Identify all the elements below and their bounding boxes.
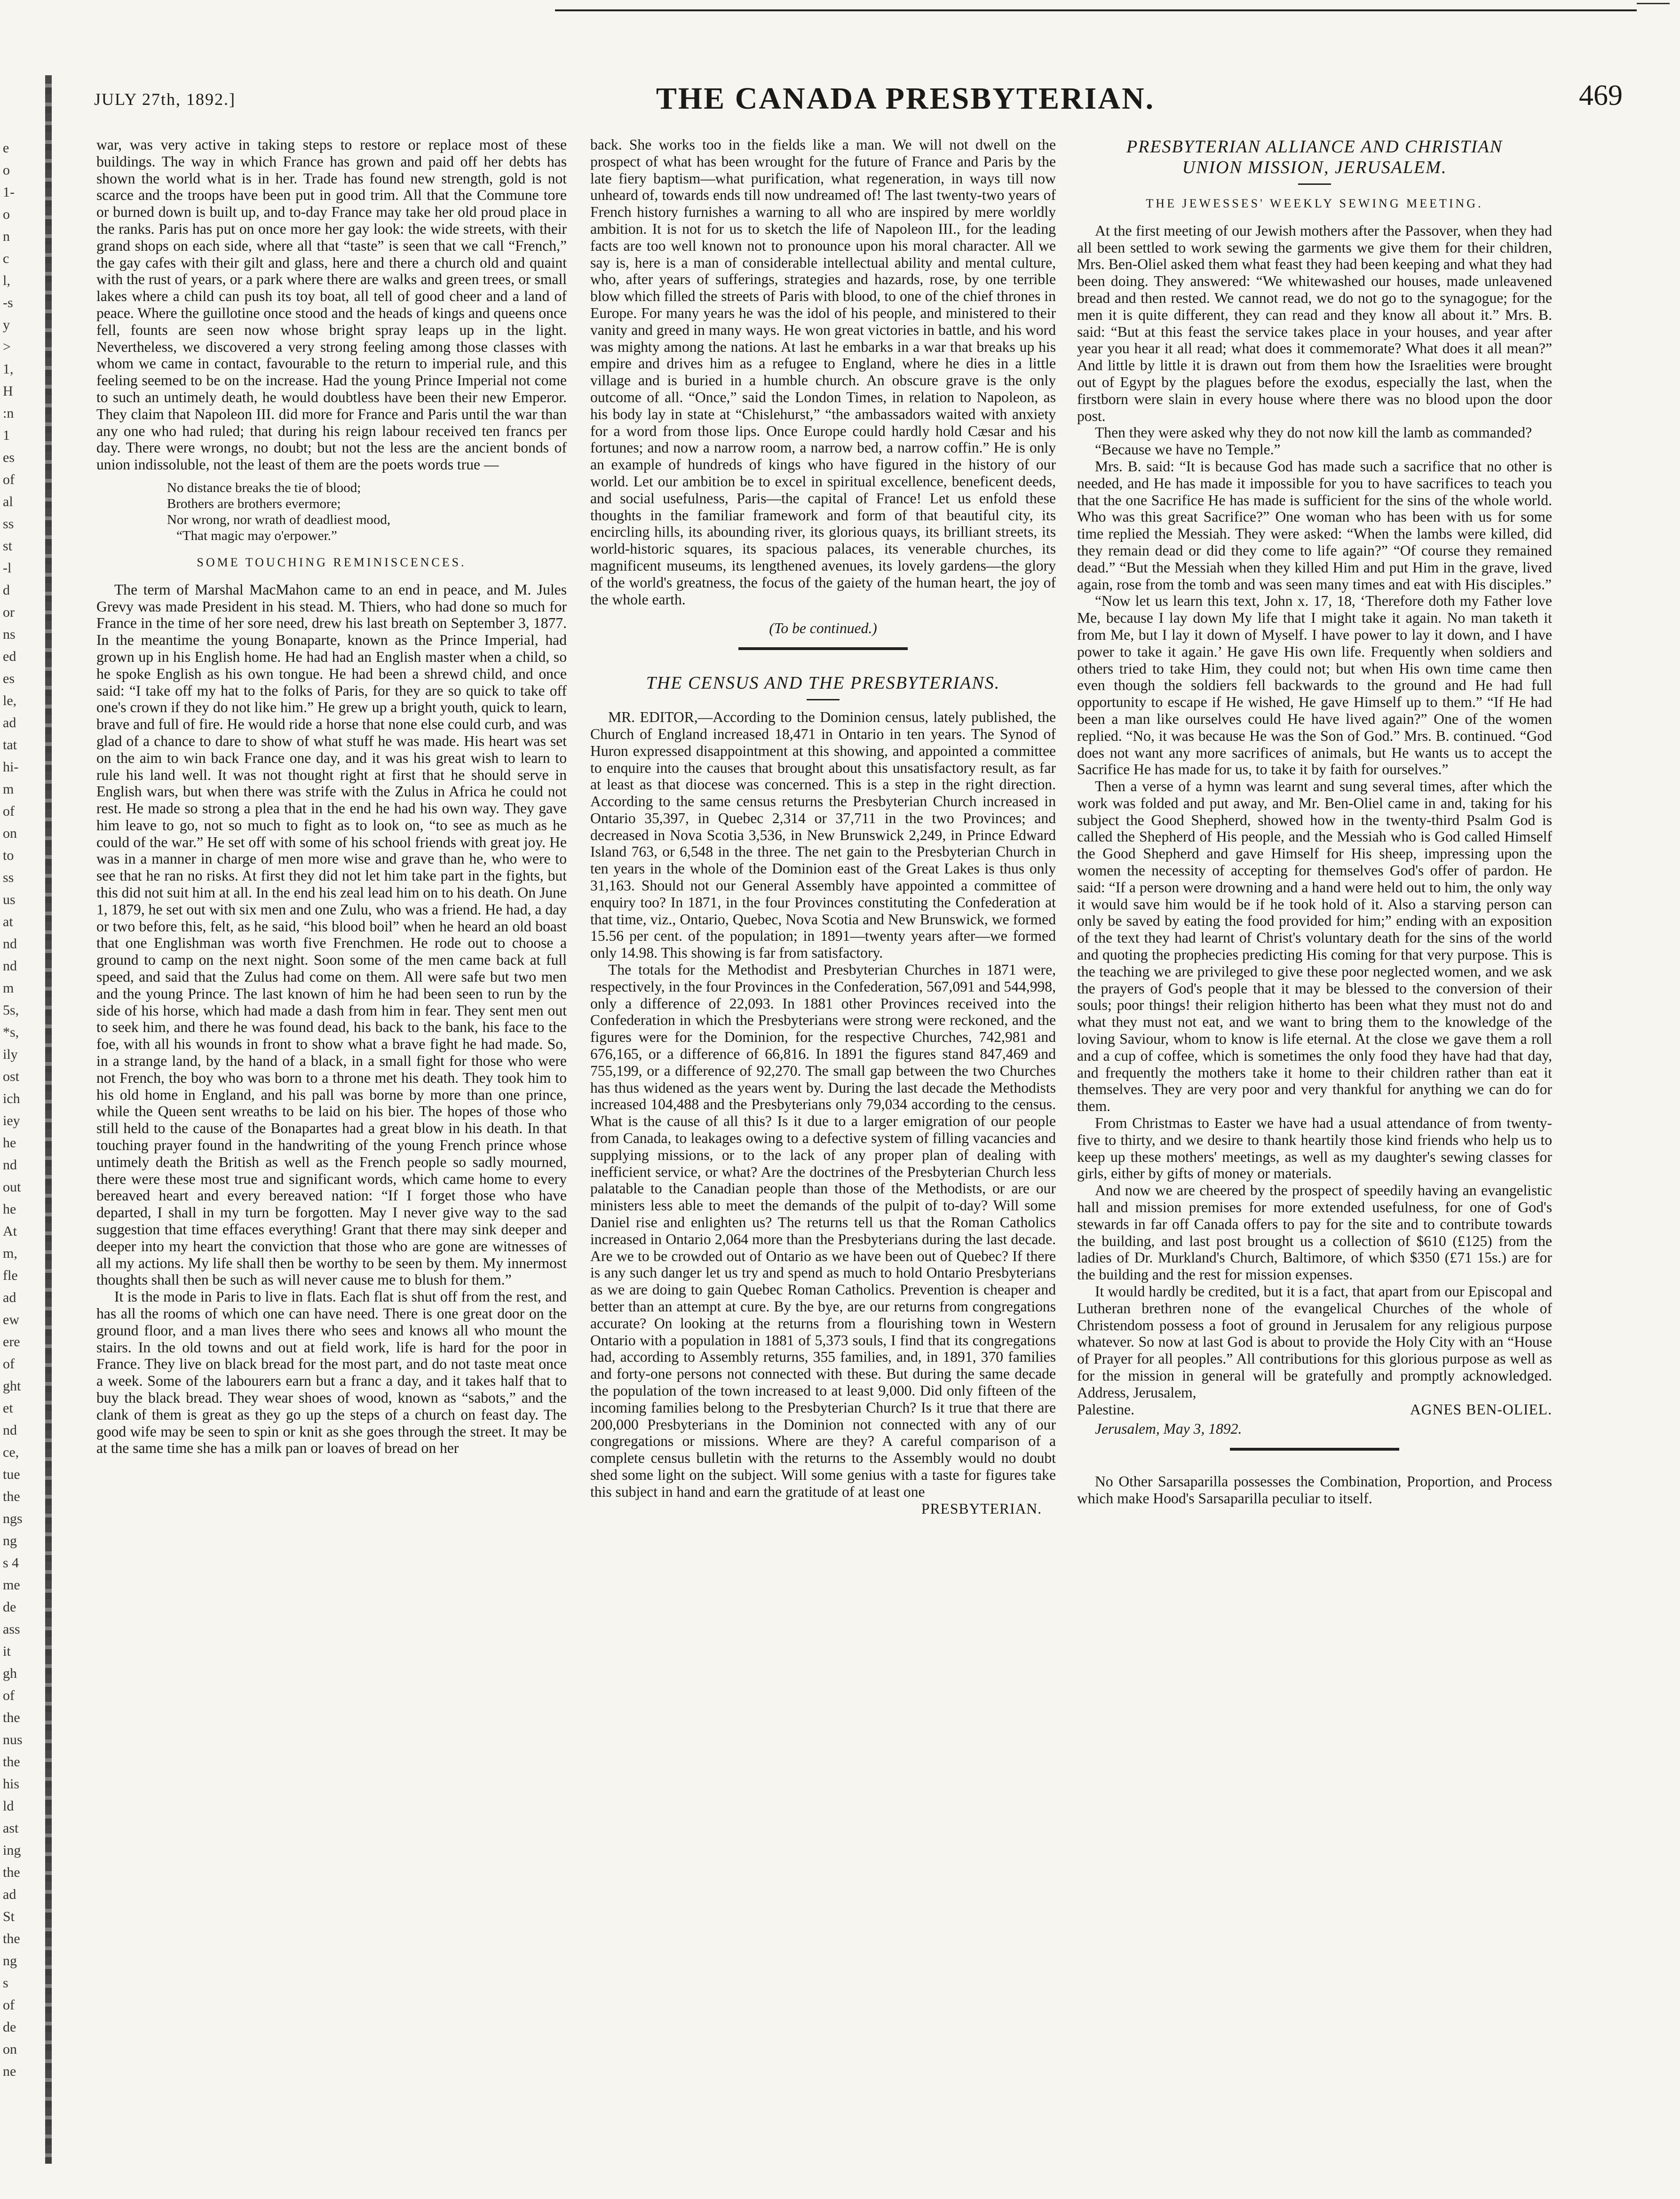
article-paragraph: From Christmas to Easter we have had a usual attendance of from twenty-five to thirty, and we desire to thank heartily those kind friends who help us to keep up these mothers' meetings, as well as my daughter's sewing classes for girls, either by gifts of money or materials.: [1077, 1115, 1552, 1182]
gutter-fragment: the: [3, 1754, 20, 1770]
gutter-fragment: le,: [3, 693, 17, 708]
article-paragraph: Then they were asked why they do not now kill the lamb as commanded?: [1095, 424, 1532, 441]
column-2: [590, 136, 1056, 1517]
gutter-fragment: of: [3, 803, 15, 819]
article-paragraph: The term of Marshal MacMahon came to an end in peace, and M. Jules Grevy was made President in his stead. M. Thiers, who had done so much for France in the time of her sore need, drew his last breath on September 3, 1877. In the meantime the young Bonaparte, known as the Prince Imperial, had grown up in his English home. He had had an English master when a child, so he spoke English as his own tongue. He had been a shrewd child, and once said: “I take off my hat to the folks of Paris, for they are so quick to take off one's crown if they do not like him.” He grew up a bright youth, quick to learn, brave and full of fire. He would ride a horse that none else could curb, and was glad of a chance to dare to show of what stuff he was made. His heart was set on the aim to win back France one day, and it was his great wish to learn to rule his land well. It was not thought right at first that he should serve in English wars, but when there was strife with the Zulus in Africa he could not rest. He made so strong a plea that in the end he had his own way. They gave him leave to go, not so much to fight as to look on, “to see as much as he could of the war.” He set off with some of his school friends with great joy. He was in a manner in charge of men more wise and grave than he, who were to see that he ran no risks. At first they did not let him take part in the fights, but this did not suit him at all. In the end his zeal lead him on to his death. On June 1, 1879, he set out with six men and one Zulu, who was a friend. He had, a day or two before this, felt, as he said, “his blood boil” when he heard an old boast that one Englishman was worth five Frenchmen. He rode out to choose a ground to camp on the next night. Soon some of the men came back at full speed, and said that the Zulus had come on them. All were safe but two men and the young Prince. The last known of him he had been seen to run by the side of his horse, which had made a dash from him in fear. They sent men out to seek him, and there he was found dead, his back to the bank, his face to the foe, with all his wounds in front to show what a brave fight he had made. So, in a strange land, by the hand of a black, in a small fight for those who were not French, the boy who was born to a throne met his death. They took him to his old home in England, and his pall was borne by more than one prince, while the Queen sent wreaths to be laid on his bier. The hopes of those who still held to the cause of the Bonapartes had a great blow in his death. In that touching prayer found in the handwriting of the young French prince whose untimely death the British as well as the French people so sadly mourned, there were these most true and significant words, which came home to every bereaved heart and every bereaved nation: “If I forget those who have departed, I shall in my turn be forgotten. May I never give way to the sad suggestion that time effaces everything! Grant that there may sink deeper and deeper into my heart the conviction that those who are gone are witnesses of all my actions. My life shall then be worthy to be seen by them. My innermost thoughts shall then be such as will never cause me to blush for them.”: [96, 581, 567, 1288]
gutter-fragment: ad: [3, 715, 16, 730]
article-paragraph: “Now let us learn this text, John x. 17, 18, ‘Therefore doth my Father love Me, because I lay down My life that I might take it again. No man taketh it from Me, but I lay it down of Myself. I have power to lay it down, and I have power to take it again.’ He gave His own life. Frequently when soldiers and others tried to take Him, they could not; but when His own time came then even though the soldiers fell backwards to the ground and He had full opportunity to escape if He wished, He gave Himself up to them.” “If He had been a man like ourselves could He have lived again?” One of the women replied. “No, it was because He was the Son of God.” Mrs. B. continued. “God does not want any more sacrifices of animals, but He wants us to accept the Sacrifice He has made for us, to take it by faith for ourselves.”: [1077, 593, 1552, 778]
gutter-fragment: ld: [3, 1798, 14, 1814]
verse-line: Brothers are brothers evermore;: [167, 496, 341, 511]
gutter-fragment: of: [3, 1997, 15, 2013]
article-separator: [1230, 1448, 1399, 1451]
gutter-fragment: nus: [3, 1732, 23, 1747]
gutter-fragment: ns: [3, 627, 16, 642]
gutter-fragment: at: [3, 914, 13, 929]
verse-line: Nor wrong, nor wrath of deadliest mood,: [167, 512, 391, 527]
gutter-fragment: ad: [3, 1290, 16, 1305]
gutter-fragment: es: [3, 671, 15, 686]
binding-spine: [45, 75, 52, 2164]
gutter-fragment: gh: [3, 1666, 17, 1681]
gutter-fragment: to: [3, 848, 14, 863]
article-paragraph: At the first meeting of our Jewish mothers after the Passover, when they had all been settled to work sewing the garments we give them for their children, Mrs. Ben-Oliel asked them what feast they had been keeping and what they had been doing. They answered: “We whitewashed our houses, made unleavened bread and then rested. We cannot read, we do not go to the synagogue; for the men it is quite different, they can read and they know all about it.” Mrs. B. said: “But at this feast the service takes place in your houses, and year after year you hear it all read; what does it commemorate? What does it all mean?” And little by little it is drawn out from them how the Israelities were brought out of Egypt by the plagues before the exodus, especially the last, when the firstborn were slain in every house where there was no blood upon the door post.: [1077, 222, 1552, 424]
gutter-fragment: ily: [3, 1047, 18, 1062]
gutter-fragment: ing: [3, 1842, 21, 1858]
gutter-fragment: de: [3, 2019, 16, 2035]
letter-signature: [1077, 1401, 1552, 1418]
gutter-fragment: 1-: [3, 184, 15, 200]
gutter-fragment: ass: [3, 1621, 20, 1637]
gutter-fragment: of: [3, 1356, 15, 1372]
gutter-fragment: o: [3, 206, 10, 222]
gutter-fragment: m,: [3, 1246, 17, 1261]
title-rule: [807, 699, 840, 700]
masthead-title: THE CANADA PRESBYTERIAN.: [656, 81, 1155, 116]
article-title-line: UNION MISSION, JERUSALEM.: [1182, 158, 1447, 177]
gutter-fragment: it: [3, 1643, 11, 1659]
gutter-fragment: or: [3, 604, 15, 620]
gutter-fragment: us: [3, 892, 16, 907]
gutter-fragment: of: [3, 472, 15, 487]
article-title: THE CENSUS AND THE PRESBYTERIANS.: [646, 673, 1000, 693]
gutter-fragment: o: [3, 162, 10, 178]
gutter-fragment: ere: [3, 1334, 20, 1350]
gutter-fragment: ss: [3, 516, 14, 532]
gutter-fragment: m: [3, 781, 14, 797]
gutter-fragment: nd: [3, 1157, 17, 1173]
section-subhead: THE JEWESSES' WEEKLY SEWING MEETING.: [1146, 197, 1483, 210]
gutter-fragment: ost: [3, 1069, 20, 1084]
continued-note: (To be continued.): [769, 620, 877, 637]
advertisement: No Other Sarsaparilla possesses the Combination, Proportion, and Process which make Hood's Sarsaparilla peculiar to itself.: [1077, 1473, 1552, 1507]
column-3: [1077, 136, 1552, 1507]
gutter-fragment: n: [3, 229, 10, 244]
article-paragraph: Mrs. B. said: “It is because God has made such a sacrifice that no other is needed, and He has made it impossible for you to have sacrifices to teach you that the one Sacrifice He has made is sufficient for the sins of the whole world. Who was this great Sacrifice?” One woman who has been with us for some time replied the Messiah. They were asked: “When the lambs were killed, did they remain dead or did they come to life again?” “Of course they remained dead.” “But the Messiah when they killed Him and put Him in the grave, lived again, rose from the tomb and was seen many times and eat with His disciples.”: [1077, 458, 1552, 593]
gutter-fragment: :n: [3, 405, 14, 421]
gutter-fragment: ng: [3, 1533, 17, 1548]
gutter-fragment: -s: [3, 295, 13, 310]
gutter-fragment: ss: [3, 870, 14, 885]
gutter-fragment: e: [3, 140, 9, 156]
running-head: [94, 71, 1637, 122]
gutter-fragment: -l: [3, 560, 12, 576]
gutter-fragment: nd: [3, 936, 17, 952]
section-subhead: SOME TOUCHING REMINISCENCES.: [197, 555, 467, 569]
gutter-fragment: s 4: [3, 1555, 19, 1571]
gutter-fragment: tue: [3, 1467, 20, 1482]
gutter-fragment: 1,: [3, 361, 14, 377]
letter-date: Jerusalem, May 3, 1892.: [1095, 1421, 1242, 1437]
gutter-fragment: y: [3, 317, 10, 333]
gutter-fragment: out: [3, 1179, 21, 1195]
gutter-fragment: tat: [3, 737, 17, 753]
gutter-fragment: ich: [3, 1091, 20, 1106]
article-paragraph: MR. EDITOR,—According to the Dominion census, lately published, the Church of England increased 18,471 in Ontario in ten years. The Synod of Huron expressed disappointment at this showing, and appointed a committee to enquire into the causes that brought about this unsatisfactory result, as far at least as that diocese was concerned. This is a step in the right direction. According to the same census returns the Presbyterian Church increased in Ontario 35,397, in Quebec 2,314 or 37,711 in the two Provinces; and decreased in Nova Scotia 3,536, in New Brunswick 2,249, in Prince Edward Island 763, or 6,548 in the three. The net gain to the Presbyterian Church in ten years in the whole of the Dominion east of the Great Lakes is thus only 31,163. Should not our General Assembly have appointed a committee of enquiry too? In 1871, in the four Provinces constituting the Confederation at that time, viz., Ontario, Quebec, Nova Scotia and New Brunswick, we formed 15.56 per cent. of the population; in 1891—twenty years after—we formed only 14.98. This showing is far from satisfactory.: [590, 709, 1056, 961]
gutter-fragment: of: [3, 1688, 15, 1703]
gutter-fragment: me: [3, 1577, 20, 1593]
verse-quotation: [167, 480, 567, 544]
gutter-fragment: ng: [3, 1953, 17, 1969]
gutter-fragment: 5s,: [3, 1002, 19, 1018]
article-paragraph: It is the mode in Paris to live in flats. Each flat is shut off from the rest, and has all the rooms of which one can have need. There is one great door on the ground floor, and a man lives there who sees and knows all who mount the stairs. In the old towns and out at field work, life is hard for the poor in France. They live on black bread for the most part, and do not taste meat once a week. Some of the labourers earn but a franc a day, and it takes half that to buy the black bread. They wear shoes of wood, known as “sabots,” and the clank of them is great as they go up the steps of a church on feast day. The good wife may be seen to spin or knit as she goes through the street. It may be at the same time she has a milk pan or loaves of bread on her: [96, 1288, 567, 1457]
gutter-fragment: s: [3, 1975, 8, 1991]
gutter-fragment: et: [3, 1400, 13, 1416]
scan-top-edge: [0, 0, 1680, 14]
gutter-fragment: ght: [3, 1378, 21, 1394]
gutter-fragment: nd: [3, 1422, 17, 1438]
gutter-fragment: ngs: [3, 1511, 23, 1526]
binding-gutter: [0, 75, 56, 2164]
article-paragraph: back. She works too in the fields like a man. We will not dwell on the prospect of what has been wrought for the future of France and Paris by the late fiery baptism—what purification, what regeneration, in ways till now unheard of, towards ends till now undreamed of! The last twenty-two years of French history furnishes a warning to all who are inspired by mere worldly ambition. It is not for us to sketch the life of Napoleon III., for the leading facts are too well known not to pronounce upon his moral character. All we say is, here is a man of considerable intellectual ability and mental culture, who, after years of sufferings, strategies and hazards, rose, by one terrible blow which filled the streets of Paris with blood, to one of the chief thrones in Europe. For many years he was the idol of his people, and ministered to their vanity and greed in many ways. He won great victories in battle, and his word was mighty among the nations. At last he embarks in a war that breaks up his empire and drives him as a refugee to England, where he dies in a little village and is buried in a humble church. An obscure grave is the only outcome of all. “Once,” said the London Times, in relation to Napoleon, as his body lay in state at “Chislehurst,” “the ambassadors waited with anxiety for a word from those lips. Once Europe could hardly hold Cæsar and his fortunes; and now a narrow room, a narrow bed, a narrow coffin.” He is only an example of hundreds of kings who have figured in the history of our world. Let our ambition be to excel in spiritual excellence, beneficent deeds, and social usefulness, Paris—the capital of France! Let us enfold these thoughts in the familiar framework and form of that beautiful city, its encircling hills, its abounding river, its glorious quays, its brilliant streets, its world-historic squares, its spacious palaces, its venerable churches, its magnificent museums, its lengthened avenues, its lovely gardens—the glory of the world's greatness, the focus of the gaiety of the human heart, the joy of the whole earth.: [590, 136, 1056, 608]
article-paragraph: And now we are cheered by the prospect of speedily having an evangelistic hall and mission premises for more extended usefulness, for one of God's stewards in far off Canada offers to pay for the site and to contribute towards the building, and last post brought us a collection of $610 (£125) from the ladies of Dr. Murkland's Church, Baltimore, of which $350 (£71 15s.) are for the building and the rest for mission expenses.: [1077, 1182, 1552, 1283]
gutter-fragment: ew: [3, 1312, 19, 1327]
gutter-fragment: st: [3, 538, 13, 554]
gutter-fragment: 1: [3, 428, 10, 443]
article-paragraph: war, was very active in taking steps to restore or replace most of these buildings. The way in which France has grown and paid off her debts has shown the world what is in her. Trade has found new strength, gold is not scarce and the troops have been put in good trim. All that the Commune tore or burned down is built up, and to-day France may take her old proud place in the ranks. Paris has put on once more her gay look: the wide streets, with their grand shops on each side, where all that “taste” is seen that we call “French,” the gay cafes with their gilt and glass, here and there a church old and quaint with the rust of years, or a park where there are walks and green trees, or small lakes where a child can push its toy boat, all tell of good cheer and a land of peace. Where the guillotine once stood and the heads of kings and queens once fell, founts are seen now whose bright spray leaps up in the light. Nevertheless, we discovered a very strong feeling among those classes with whom we came in contact, favourable to the return to imperial rule, and this feeling seemed to be on the increase. Had the young Prince Imperial not come to such an untimely death, he would doubtless have been their new Emperor. They claim that Napoleon III. did more for France and Paris until the war than any one who had ruled; that during his reign labour received ten francs per day. There were wrongs, no doubt; but not the less are the ancient bonds of union indissoluble, not the least of them are the poets words true —: [96, 136, 567, 473]
gutter-fragment: *s,: [3, 1024, 19, 1040]
gutter-fragment: ne: [3, 2064, 16, 2079]
gutter-fragment: l,: [3, 273, 10, 288]
verse-line: No distance breaks the tie of blood;: [167, 480, 361, 495]
article-paragraph: “Because we have no Temple.”: [1095, 441, 1281, 458]
gutter-fragment: ad: [3, 1887, 16, 1902]
gutter-fragment: the: [3, 1865, 20, 1880]
gutter-fragment: on: [3, 826, 17, 841]
top-edge-mark: [1637, 3, 1670, 20]
gutter-fragment: ast: [3, 1820, 19, 1836]
gutter-fragment: d: [3, 582, 10, 598]
verse-line: “That magic may o'erpower.”: [176, 528, 337, 543]
gutter-fragment: he: [3, 1135, 16, 1151]
article-separator: [738, 647, 908, 650]
signature-place: Palestine.: [1077, 1401, 1134, 1418]
gutter-fragment: At: [3, 1223, 17, 1239]
column-1: [96, 136, 567, 1457]
gutter-fragment: his: [3, 1776, 20, 1792]
title-rule: [1298, 183, 1331, 185]
gutter-fragment: the: [3, 1931, 20, 1946]
page-number: 469: [1579, 79, 1623, 111]
gutter-fragment: m: [3, 980, 14, 996]
article-title-line: PRESBYTERIAN ALLIANCE AND CHRISTIAN: [1126, 137, 1503, 157]
gutter-fragment: nd: [3, 958, 17, 974]
gutter-fragment: hi-: [3, 759, 19, 775]
gutter-fragment: St: [3, 1909, 15, 1924]
gutter-fragment: he: [3, 1201, 16, 1217]
gutter-fragment: iey: [3, 1113, 20, 1128]
gutter-fragment: on: [3, 2041, 17, 2057]
gutter-fragment: the: [3, 1489, 20, 1504]
letter-signature: PRESBYTERIAN.: [921, 1500, 1042, 1517]
gutter-fragment: H: [3, 383, 13, 399]
gutter-fragment: >: [3, 339, 11, 355]
issue-date: JULY 27th, 1892.]: [94, 90, 236, 109]
article-paragraph: The totals for the Methodist and Presbyterian Churches in 1871 were, respectively, in the four Provinces in the Confederation, 567,091 and 544,998, only a difference of 22,093. In 1881 other Provinces received into the Confederation in which the Presbyterians were strong were reckoned, and the figures were for the Dominion, for the respective Churches, 742,981 and 676,165, or a difference of 66,816. In 1891 the figures stand 847,469 and 755,199, or a difference of 92,270. The small gap between the two Churches has thus widened as the years went by. During the last decade the Methodists increased 104,488 and the Presbyterians only 79,034 according to the census. What is the cause of all this? Is it due to a larger emigration of our people from Canada, to leakages owing to a defective system of filling vacancies and supplying missions, or to the lack of any proper plan of dealing with inefficient service, or what? Are the doctrines of the Presbyterian Church less palatable to the Canadian people than those of the Methodists, or are our ministers less able to meet the demands of the pulpit of to-day? Will some Daniel rise and enlighten us? The returns tell us that the Roman Catholics increased in Ontario 2,064 more than the Presbyterians during the last decade. Are we to be crowded out of Ontario as we have been out of Quebec? If there is any such danger let us try and spend as much to hold Ontario Presbyterians as we are doing to gain Quebec Roman Catholics. Prevention is cheaper and better than an attempt at cure. By the bye, are our returns from congregations accurate? On looking at the returns from a flourishing town in Western Ontario with a population in 1881 of 5,373 souls, I find that its congregations had, according to Assembly returns, 355 families, and, in 1891, 370 families and forty-one persons not connected with these. But during the same decade the population of the town increased to at least 9,000. Did only fifteen of the incoming families belong to the Presbyterian Church? Is it true that there are 200,000 Presbyterians in the Dominion not connected with any of our congregations or missions. Where are they? A careful comparison of a complete census bulletin with the returns to the Assembly would no doubt shed some light on the subject. Will some genius with a taste for figures take this subject in hand and earn the gratitude of at least one: [590, 961, 1056, 1500]
gutter-fragment: al: [3, 494, 13, 509]
gutter-fragment: ed: [3, 649, 16, 664]
signature-name: AGNES BEN-OLIEL.: [1410, 1401, 1552, 1418]
gutter-fragment: fle: [3, 1268, 18, 1283]
article-paragraph: It would hardly be credited, but it is a fact, that apart from our Episcopal and Lutheran brethren none of the evangelical Churches of the whole of Christendom possess a foot of ground in Jerusalem for any religious purpose whatever. So now at last God is about to provide the Holy City with an “House of Prayer for all peoples.” All contributions for this glorious purpose as well as for the mission in general will be gratefully and promptly acknowledged. Address, Jerusalem,: [1077, 1283, 1552, 1401]
gutter-fragment: es: [3, 450, 15, 465]
article-paragraph: Then a verse of a hymn was learnt and sung several times, after which the work was folded and put away, and Mr. Ben-Oliel came in and, taking for his subject the Good Shepherd, showed how in the twenty-third Psalm God is called the Shepherd of His people, and the Messiah who is God called Himself the Good Shepherd and gave Himself for His sheep, impressing upon the women the necessity of accepting for themselves God's offer of pardon. He said: “If a person were drowning and a hand were held out to him, the only way it would save him would be if he took hold of it. Also a starving person can only be saved by eating the food provided for him;” ending with an exposition of the text they had learnt of Christ's voluntary death for the sins of the world and quoting the prophecies predicting His coming for that very purpose. This is the teaching we are privileged to give these poor neglected women, and we ask the prayers of God's people that it may be blessed to the conversion of their souls; poor things! their religion hitherto has been what they must not do and what they must not eat, and we want to bring them to the knowledge of the loving Saviour, whom to know is life eternal. At the close we gave them a roll and a cup of coffee, which is sometimes the only food they have had that day, and frequently the mothers take it home to their children rather than eat it themselves. They are very poor and very thankful for anything we can do for them.: [1077, 778, 1552, 1115]
gutter-fragment: ce,: [3, 1445, 19, 1460]
top-rule: [555, 9, 1637, 11]
gutter-fragment: de: [3, 1599, 16, 1615]
gutter-fragment: the: [3, 1710, 20, 1725]
gutter-fragment: c: [3, 251, 9, 266]
